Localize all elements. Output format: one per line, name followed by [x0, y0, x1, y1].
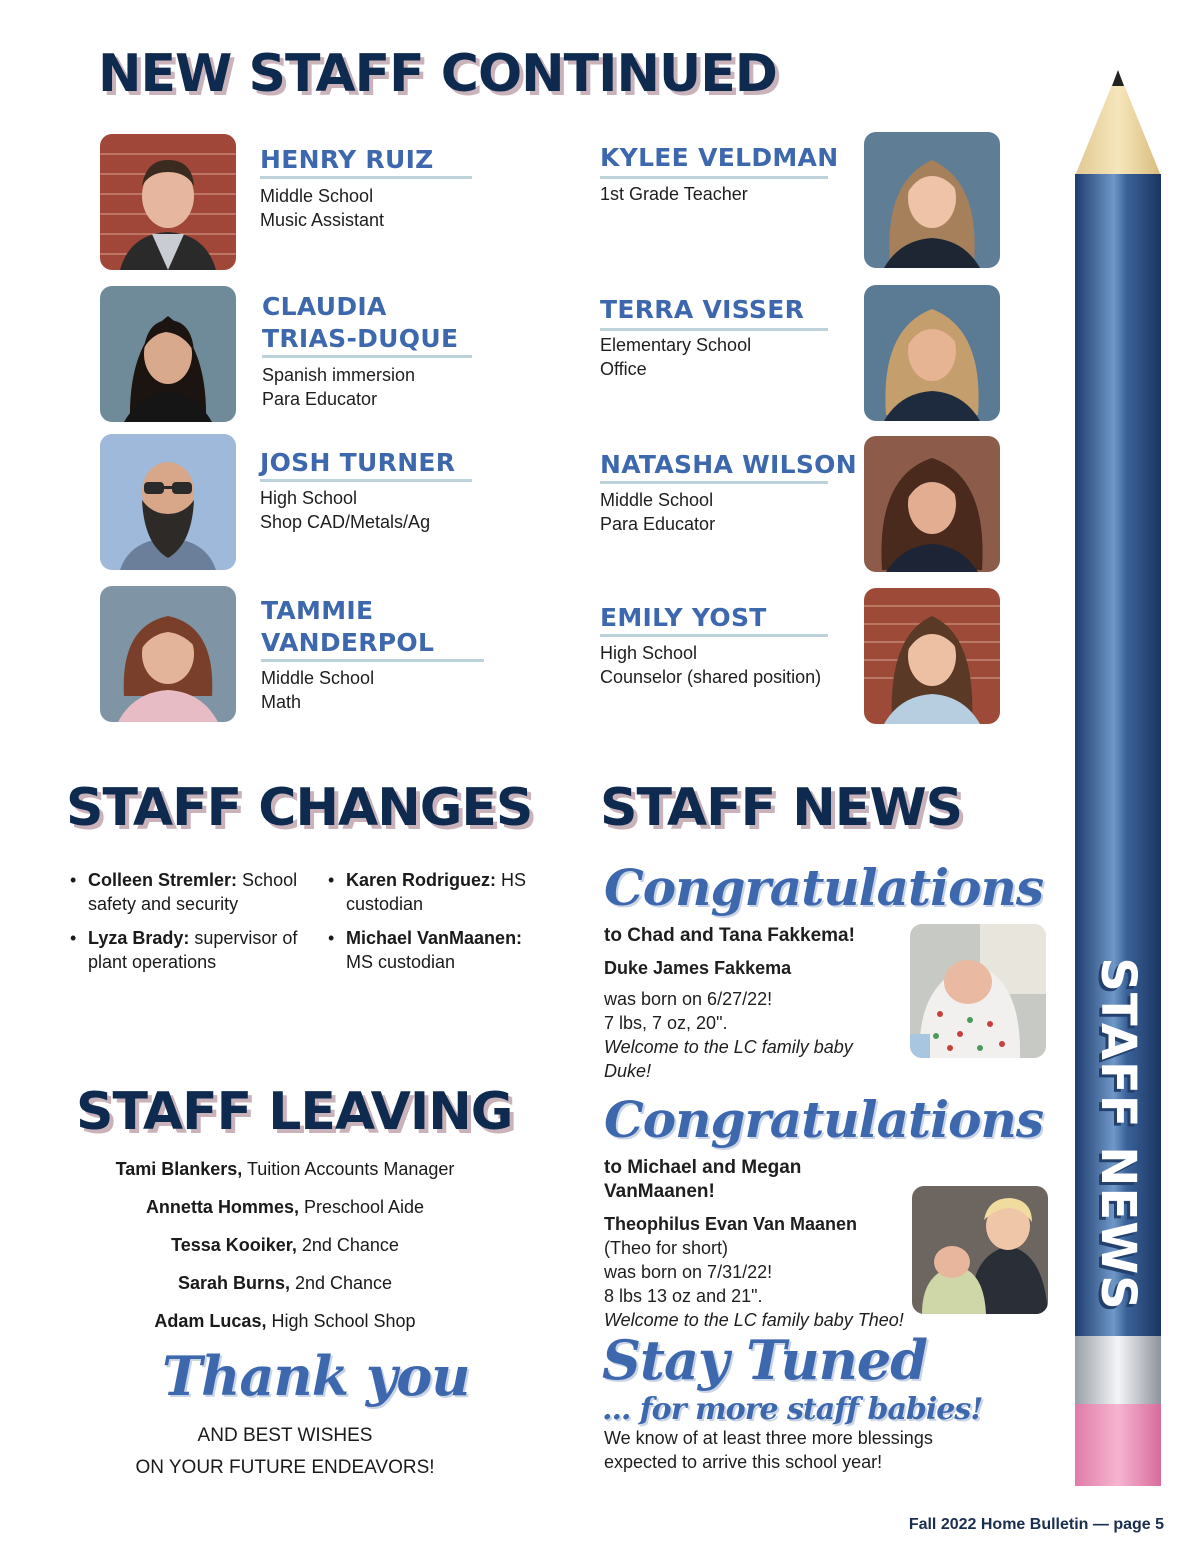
staff-leaving-title: STAFF LEAVING: [76, 1082, 513, 1142]
baby-photo-duke: [910, 924, 1046, 1058]
name-underline: [260, 479, 472, 482]
staff-changes-title: STAFF CHANGES: [66, 778, 533, 838]
staff-role-josh-turner: High School Shop CAD/Metals/Ag: [260, 488, 431, 532]
staff-photo-tammie-vanderpol: [100, 586, 236, 722]
staff-photo-josh-turner: [100, 434, 236, 570]
list-item: • Michael VanMaanen: MS custodian: [326, 926, 536, 974]
staff-role-terra-visser: Elementary School Office: [600, 335, 752, 379]
staff-name-emily-yost: EMILY YOST: [600, 603, 767, 632]
staff-photo-terra-visser: [864, 285, 1000, 421]
stay-tuned-text: We know of at least three more blessings expected to arrive this school year!: [604, 1428, 933, 1472]
name-underline: [600, 328, 828, 331]
list-item: Sarah Burns, 2nd Chance: [177, 1273, 393, 1293]
thank-you-script: Thank you: [162, 1344, 470, 1408]
stay-tuned-script: Stay Tuned: [602, 1328, 927, 1392]
list-item: Adam Lucas, High School Shop: [154, 1311, 416, 1331]
staff-photo-emily-yost: [864, 588, 1000, 724]
new-staff-title: NEW STAFF CONTINUED: [98, 44, 777, 104]
staff-photo-henry-ruiz: [100, 134, 236, 270]
name-underline: [261, 659, 484, 662]
best-wishes-text: AND BEST WISHES ON YOUR FUTURE ENDEAVORS!: [135, 1425, 435, 1478]
staff-name-terra-visser: TERRA VISSER: [600, 295, 805, 324]
list-item: Tami Blankers, Tuition Accounts Manager: [115, 1159, 455, 1179]
list-item: Annetta Hommes, Preschool Aide: [145, 1197, 425, 1217]
staff-role-emily-yost: High School Counselor (shared position): [600, 643, 822, 687]
name-underline: [262, 355, 472, 358]
staff-changes-list-right: [326, 868, 536, 984]
name-underline: [600, 634, 828, 637]
staff-news-title: STAFF NEWS: [600, 778, 963, 838]
side-label-staff-news: STAFF NEWS: [1090, 957, 1146, 1311]
stay-tuned-subtitle: ... for more staff babies!: [602, 1392, 983, 1427]
baby-photo-theo: [912, 1186, 1048, 1314]
staff-role-tammie-vanderpol: Middle School Math: [261, 668, 375, 712]
list-item: • Colleen Stremler: School safety and security: [68, 868, 308, 916]
news-item-fakkema: to Chad and Tana Fakkema! Duke James Fakkema was born on 6/27/22! 7 lbs, 7 oz, 20". Welcome to the LC family baby Duke!: [604, 925, 855, 1081]
congratulations-script-2: Congratulations: [604, 1090, 1043, 1149]
staff-photo-natasha-wilson: [864, 436, 1000, 572]
name-underline: [260, 176, 472, 179]
staff-name-kylee-veldman: KYLEE VELDMAN: [600, 143, 839, 172]
name-underline: [600, 481, 828, 484]
staff-role-henry-ruiz: Middle School Music Assistant: [260, 186, 385, 230]
staff-name-tammie-vanderpol: TAMMIE VANDERPOL: [261, 596, 435, 657]
staff-changes-list-left: [68, 868, 308, 984]
staff-name-josh-turner: JOSH TURNER: [260, 448, 456, 477]
list-item: Tessa Kooiker, 2nd Chance: [171, 1235, 399, 1255]
staff-role-claudia-trias-duque: Spanish immersion Para Educator: [262, 365, 416, 409]
staff-role-kylee-veldman: 1st Grade Teacher: [600, 184, 748, 204]
staff-name-natasha-wilson: NATASHA WILSON: [600, 450, 857, 479]
congratulations-script-1: Congratulations: [604, 858, 1043, 917]
news-item-vanmaanen: to Michael and Megan VanMaanen! Theophilus Evan Van Maanen (Theo for short) was born on 7/31/22! 8 lbs 13 oz and 21". Welcome to the LC family baby Theo!: [604, 1157, 904, 1330]
staff-name-henry-ruiz: HENRY RUIZ: [260, 145, 434, 174]
staff-photo-claudia-trias-duque: [100, 286, 236, 422]
staff-photo-kylee-veldman: [864, 132, 1000, 268]
page-footer: Fall 2022 Home Bulletin — page 5: [908, 1516, 1164, 1533]
staff-role-natasha-wilson: Middle School Para Educator: [600, 490, 716, 534]
list-item: • Karen Rodriguez: HS custodian: [326, 868, 536, 916]
name-underline: [600, 176, 828, 179]
list-item: • Lyza Brady: supervisor of plant operations: [68, 926, 308, 974]
staff-name-claudia-trias-duque: CLAUDIA TRIAS-DUQUE: [262, 292, 459, 353]
staff-leaving-list: [60, 1156, 510, 1346]
